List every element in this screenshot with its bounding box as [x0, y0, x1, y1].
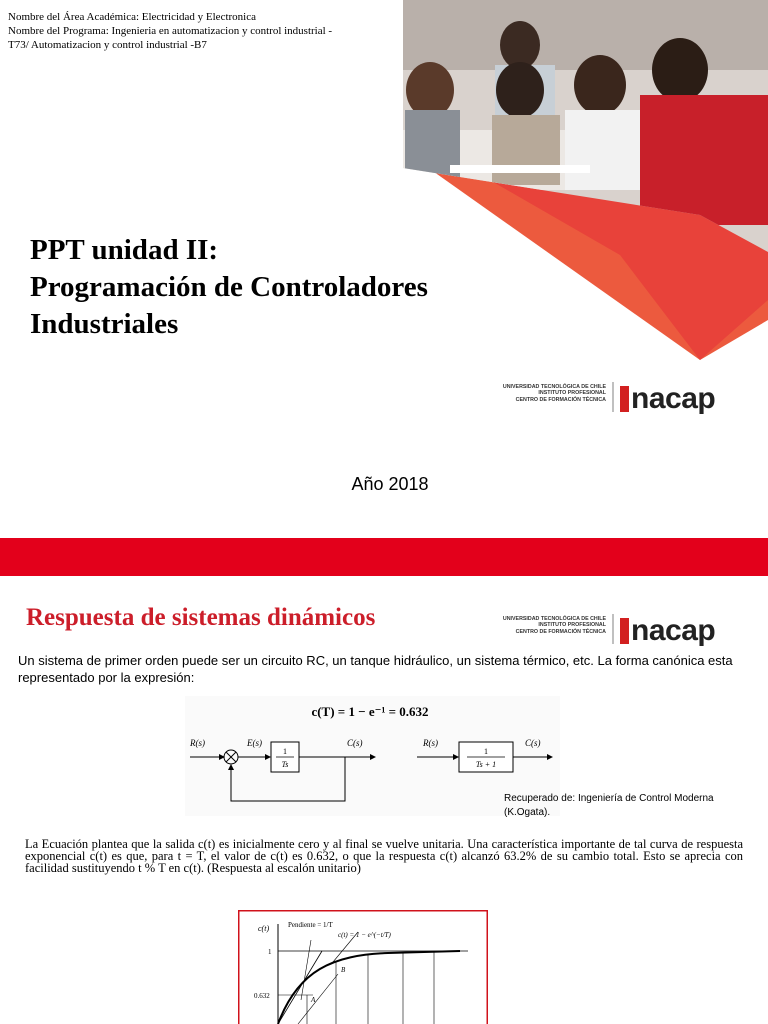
program-name: Nombre del Programa: Ingenieria en automatizacion y control industrial - — [8, 25, 333, 37]
logo-line-3: CENTRO DE FORMACIÓN TÉCNICA — [515, 628, 606, 635]
logo-i-mark — [620, 386, 629, 412]
logo-line-2: INSTITUTO PROFESIONAL — [538, 390, 606, 397]
cover-title — [30, 232, 428, 343]
source-credit — [504, 792, 714, 820]
logo-divider — [612, 614, 614, 644]
logo-line-3: CENTRO DE FORMACIÓN TÉCNICA — [515, 396, 606, 403]
input-label: R(s) — [190, 738, 205, 748]
logo-line-1: UNIVERSIDAD TECNOLÓGICA DE CHILE — [502, 384, 606, 390]
academic-info — [8, 10, 332, 52]
step-response-graph — [238, 910, 488, 1024]
content-slide — [0, 576, 768, 1024]
inacap-logo — [470, 380, 740, 420]
intro-paragraph: Un sistema de primer orden puede ser un circuito RC, un tanque hidráulico, un sistema térmico, etc. La forma canónica esta representado por la expresión: — [18, 653, 733, 685]
block-1-denominator: Ts — [281, 760, 289, 769]
error-label: E(s) — [247, 738, 262, 748]
block-2-numerator: 1 — [484, 747, 488, 756]
logo-line-1: UNIVERSIDAD TECNOLÓGICA DE CHILE — [502, 616, 606, 622]
logo-divider — [612, 382, 614, 412]
logo-wordmark: nacap — [631, 382, 716, 415]
logo-institution-text — [470, 616, 606, 635]
title-line-1: PPT unidad II: — [30, 234, 219, 266]
explanation-paragraph: La Ecuación plantea que la salida c(t) es inicialmente cero y al final se vuelve unitaria. Una característica importante de tal curva de respuesta exponencial c(t) es que, para t = T, el valor de c(t) es 0.632, o que la respuesta c(t) alcanzó 63.2% de su cambio total. Esto se aprecia con facilidad sustituyendo t % T en c(t). (Respuesta al escalón unitario) — [25, 837, 743, 875]
point-b-label: B — [341, 966, 346, 974]
year-label: Año 2018 — [351, 474, 429, 494]
credit-line-2: (K.Ogata). — [504, 807, 551, 818]
slope-label: Pendiente = 1/T — [288, 921, 333, 929]
input-label-2: R(s) — [423, 738, 438, 748]
slide-divider-band — [0, 538, 768, 576]
logo-line-2: INSTITUTO PROFESIONAL — [538, 622, 606, 629]
equation: c(T) = 1 − e⁻¹ = 0.632 — [311, 704, 429, 719]
y-tick-0632: 0.632 — [254, 992, 270, 1000]
logo-institution-text — [470, 384, 606, 403]
slide-title: Respuesta de sistemas dinámicos — [26, 604, 376, 631]
program-code: T73/ Automatizacion y control industrial -B7 — [8, 39, 207, 51]
area-name: Nombre del Área Académica: Electricidad y Electronica — [8, 11, 256, 23]
curve-label: c(t) = 1 − e^(−t/T) — [338, 931, 391, 939]
title-line-2: Programación de Controladores — [30, 271, 428, 303]
inacap-logo — [470, 612, 740, 652]
block-2-denominator: Ts + 1 — [475, 760, 497, 769]
point-a-label: A — [311, 996, 316, 1004]
output-label-2: C(s) — [525, 738, 541, 748]
block-1-numerator: 1 — [283, 747, 287, 756]
logo-wordmark: nacap — [631, 614, 716, 647]
y-tick-1: 1 — [268, 948, 272, 956]
graph-frame — [239, 911, 488, 1024]
y-axis-label: c(t) — [258, 924, 270, 933]
output-label: C(s) — [347, 738, 363, 748]
credit-line-1: Recuperado de: Ingeniería de Control Moderna — [504, 793, 714, 804]
logo-i-mark — [620, 618, 629, 644]
title-line-3: Industriales — [30, 308, 179, 340]
